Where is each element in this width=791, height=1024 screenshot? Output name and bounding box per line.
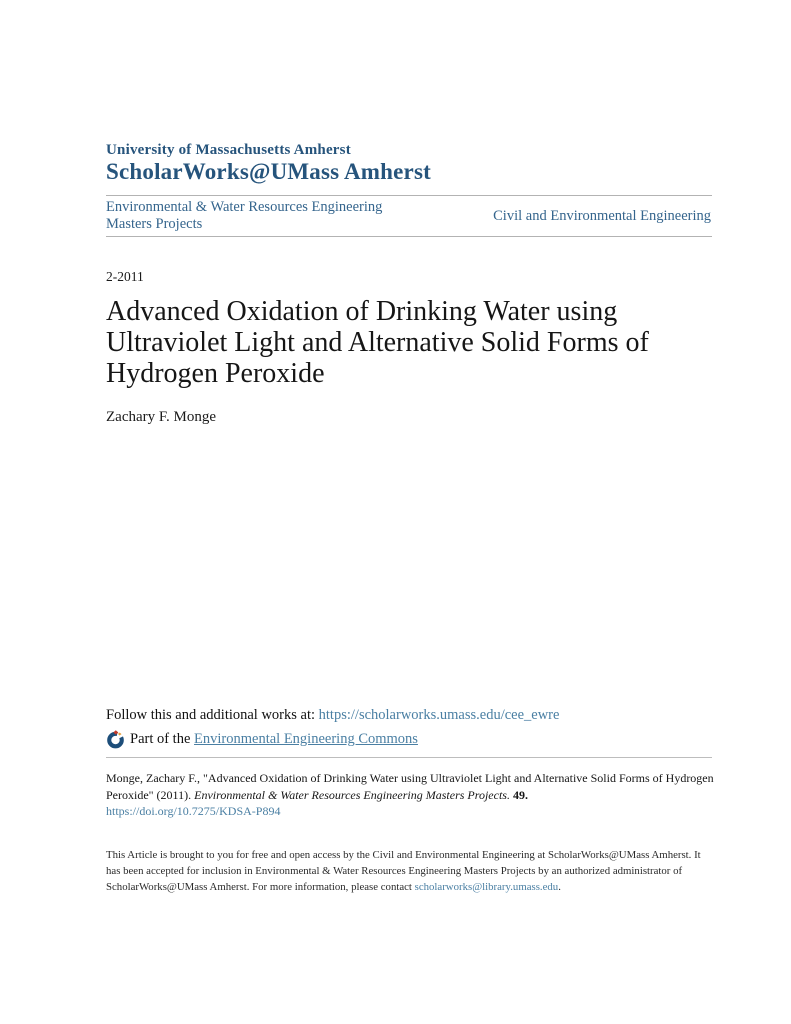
- title-line-1: Advanced Oxidation of Drinking Water using: [106, 296, 618, 327]
- citation-divider: [106, 757, 712, 758]
- title-line-2: Ultraviolet Light and Alternative Solid Forms of: [106, 327, 649, 358]
- citation-number: 49.: [509, 787, 528, 802]
- recommended-citation: [106, 770, 720, 820]
- institution-name: University of Massachusetts Amherst: [106, 142, 351, 158]
- digital-commons-network-icon: [106, 730, 125, 749]
- follow-works-line: [106, 707, 726, 724]
- part-of-text: [130, 731, 418, 748]
- citation-text: Monge, Zachary F., "Advanced Oxidation of Drinking Water using Ultraviolet Light and Alternative Solid Forms of Hydrogen Peroxide" (2011).: [106, 771, 714, 802]
- footer-suffix: .: [558, 881, 561, 893]
- follow-works-link[interactable]: https://scholarworks.umass.edu/cee_ewre: [318, 707, 560, 723]
- author-name: Zachary F. Monge: [106, 409, 217, 425]
- title-line-3: Hydrogen Peroxide: [106, 358, 325, 389]
- part-of-line: [106, 730, 418, 749]
- series-title: [106, 199, 436, 233]
- contact-email-link[interactable]: scholarworks@library.umass.edu: [414, 881, 559, 893]
- header-divider-top: [106, 195, 712, 196]
- follow-works-label: Follow this and additional works at:: [106, 707, 319, 723]
- series-link-line1[interactable]: Environmental & Water Resources Engineering: [106, 199, 383, 215]
- series-link-line2[interactable]: Masters Projects: [106, 216, 203, 232]
- footer-text: This Article is brought to you for free and open access by the Civil and Environmental Engineering at ScholarWorks@UMass Amherst. It has been accepted for inclusion in Environmental & Water Resources Engineering Masters Projects by an authorized administrator of ScholarWorks@UMass Amherst. For more information, please contact: [106, 849, 701, 893]
- department-name: [493, 208, 711, 225]
- header-divider-bottom: [106, 236, 712, 237]
- part-of-prefix: Part of the: [130, 731, 195, 747]
- repository-title: ScholarWorks@UMass Amherst: [106, 159, 431, 184]
- commons-link[interactable]: Environmental Engineering Commons: [194, 731, 418, 747]
- department-link[interactable]: Civil and Environmental Engineering: [493, 208, 711, 224]
- document-title: [106, 296, 736, 389]
- doi-link[interactable]: https://doi.org/10.7275/KDSA-P894: [106, 804, 281, 818]
- publication-date: 2-2011: [106, 269, 144, 284]
- footer-note: [106, 847, 714, 895]
- citation-series-italic: Environmental & Water Resources Engineering Masters Projects.: [194, 787, 510, 802]
